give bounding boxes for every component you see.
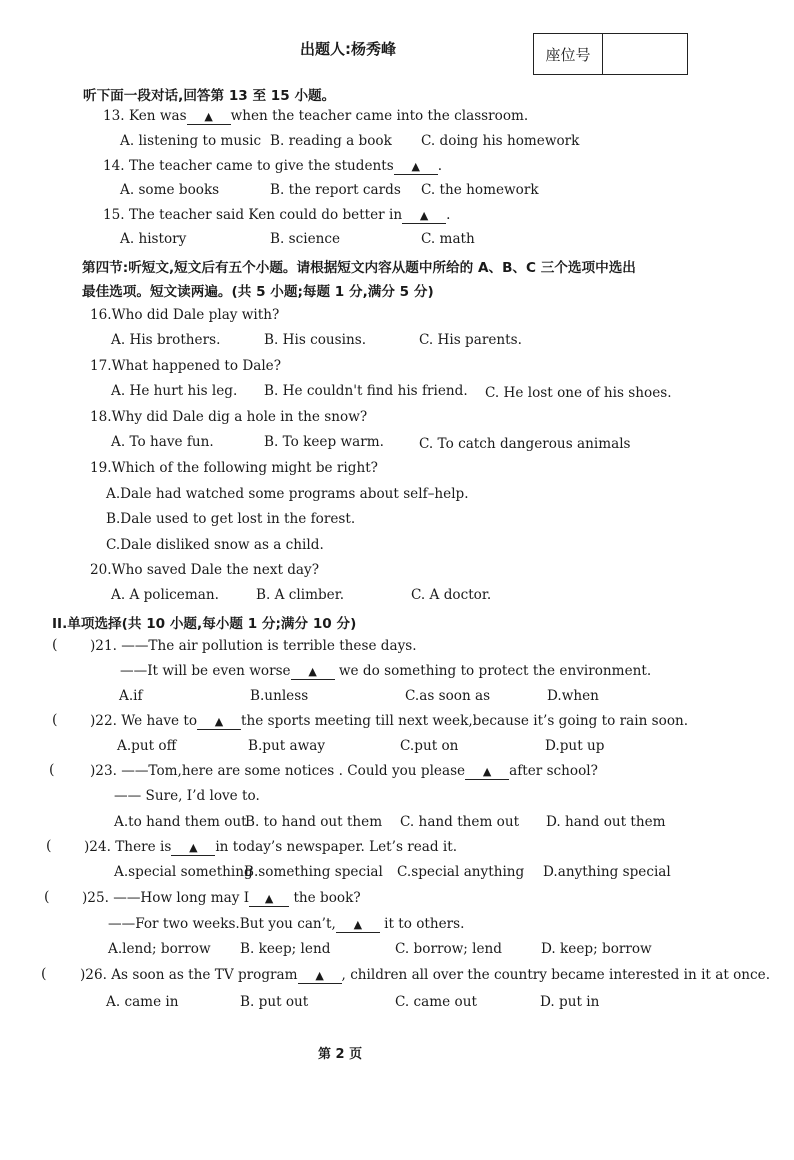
section4-instruction-line2: 最佳选项。短文读两遍。(共 5 小题;每题 1 分,满分 5 分) — [82, 284, 434, 300]
option-24-b: B.something special — [244, 864, 383, 880]
option-18-a: A. To have fun. — [111, 434, 214, 450]
question-14 — [103, 158, 442, 175]
option-26-c: C. came out — [395, 994, 477, 1010]
triangle-icon: ▲ — [308, 665, 317, 678]
answer-paren-23[interactable]: ( — [49, 762, 55, 778]
option-14-c: C. the homework — [421, 182, 539, 198]
question-13-pre: 13. Ken was — [103, 108, 187, 124]
question-16: 16.Who did Dale play with? — [90, 307, 280, 323]
option-19-c: C.Dale disliked snow as a child. — [106, 537, 324, 553]
answer-blank — [298, 968, 342, 984]
option-13-c: C. doing his homework — [421, 133, 580, 149]
answer-blank — [336, 917, 380, 933]
answer-paren-21[interactable]: ( — [52, 637, 58, 653]
question-21: )21. ——The air pollution is terrible these days. — [90, 638, 417, 654]
option-18-b: B. To keep warm. — [264, 434, 384, 450]
question-13 — [103, 108, 528, 125]
seat-number-field[interactable] — [604, 34, 687, 74]
option-17-a: A. He hurt his leg. — [111, 383, 238, 399]
question-25-pre: )25. ——How long may I — [82, 890, 250, 906]
option-24-c: C.special anything — [397, 864, 525, 880]
question-18: 18.Why did Dale dig a hole in the snow? — [90, 409, 368, 425]
option-25-a: A.lend; borrow — [108, 941, 211, 957]
section4-instruction-line1: 第四节:听短文,短文后有五个小题。请根据短文内容从题中所给的 A、B、C 三个选项中选出 — [82, 260, 636, 276]
answer-paren-25[interactable]: ( — [44, 889, 50, 905]
option-23-c: C. hand them out — [400, 814, 520, 830]
option-25-c: C. borrow; lend — [395, 941, 503, 957]
triangle-icon: ▲ — [411, 160, 420, 173]
question-15-post: . — [446, 207, 451, 223]
question-25-line2-pre: ——For two weeks.But you can’t, — [108, 916, 336, 932]
question-19: 19.Which of the following might be right? — [90, 460, 378, 476]
option-26-d: D. put in — [540, 994, 600, 1010]
option-26-a: A. came in — [106, 994, 179, 1010]
answer-blank — [187, 109, 231, 125]
option-21-b: B.unless — [250, 688, 309, 704]
triangle-icon: ▲ — [419, 209, 429, 222]
triangle-icon: ▲ — [214, 715, 224, 728]
option-16-c: C. His parents. — [419, 332, 522, 348]
option-22-c: C.put on — [400, 738, 459, 754]
answer-paren-22[interactable]: ( — [52, 712, 58, 728]
question-24-pre: )24. There is — [84, 839, 172, 855]
section3-instruction: 听下面一段对话,回答第 13 至 15 小题。 — [83, 88, 336, 104]
option-21-d: D.when — [547, 688, 599, 704]
answer-blank — [402, 208, 446, 224]
option-20-c: C. A doctor. — [411, 587, 492, 603]
question-26-pre: )26. As soon as the TV program — [80, 967, 298, 983]
option-20-a: A. A policeman. — [111, 587, 219, 603]
answer-blank — [171, 840, 215, 856]
option-17-c: C. He lost one of his shoes. — [485, 385, 672, 401]
seat-number-box — [533, 33, 688, 75]
option-25-b: B. keep; lend — [240, 941, 331, 957]
answer-blank — [465, 764, 509, 780]
option-22-d: D.put up — [545, 738, 605, 754]
question-26-post: , children all over the country became interested in it at once. — [341, 967, 771, 983]
question-23-line2: —— Sure, I’d love to. — [114, 788, 260, 804]
question-20: 20.Who saved Dale the next day? — [90, 562, 320, 578]
question-23 — [90, 763, 598, 780]
option-19-a: A.Dale had watched some programs about self–help. — [106, 486, 469, 502]
option-22-b: B.put away — [248, 738, 326, 754]
question-25 — [82, 890, 361, 907]
question-22 — [90, 713, 688, 730]
triangle-icon: ▲ — [264, 892, 274, 905]
option-18-c: C. To catch dangerous animals — [419, 436, 631, 452]
option-23-a: A.to hand them out — [114, 814, 247, 830]
answer-blank — [291, 664, 335, 680]
answer-blank — [394, 159, 438, 175]
answer-blank — [249, 891, 289, 907]
question-15 — [103, 207, 450, 224]
question-23-post: after school? — [509, 763, 598, 779]
question-24 — [84, 839, 457, 856]
question-22-pre: )22. We have to — [90, 713, 198, 729]
option-26-b: B. put out — [240, 994, 309, 1010]
option-21-a: A.if — [119, 688, 143, 704]
question-21-line2-pre: ——It will be even worse — [120, 663, 291, 679]
question-14-pre: 14. The teacher came to give the students — [103, 158, 394, 174]
option-24-a: A.special something — [114, 864, 253, 880]
question-25-post: the book? — [293, 890, 361, 906]
section2-title: II.单项选择(共 10 小题,每小题 1 分;满分 10 分) — [52, 616, 357, 632]
question-21-line2-post: we do something to protect the environment. — [338, 663, 652, 679]
question-21-line2 — [120, 663, 651, 680]
answer-paren-24[interactable]: ( — [46, 838, 52, 854]
question-17: 17.What happened to Dale? — [90, 358, 282, 374]
answer-blank — [197, 714, 241, 730]
option-14-a: A. some books — [120, 182, 220, 198]
question-14-post: . — [437, 158, 443, 174]
question-22-post: the sports meeting till next week,because it’s going to rain soon. — [241, 713, 689, 729]
option-15-c: C. math — [421, 231, 475, 247]
option-15-b: B. science — [270, 231, 341, 247]
option-20-b: B. A climber. — [256, 587, 345, 603]
option-23-b: B. to hand out them — [245, 814, 383, 830]
question-13-post: when the teacher came into the classroom. — [230, 108, 529, 124]
option-16-b: B. His cousins. — [264, 332, 367, 348]
option-13-a: A. listening to music — [120, 133, 262, 149]
question-25-line2 — [108, 916, 464, 933]
triangle-icon: ▲ — [482, 765, 492, 778]
triangle-icon: ▲ — [353, 918, 363, 931]
option-23-d: D. hand out them — [546, 814, 666, 830]
question-23-pre: )23. ——Tom,here are some notices . Could you please — [90, 763, 466, 779]
option-25-d: D. keep; borrow — [541, 941, 652, 957]
option-16-a: A. His brothers. — [111, 332, 221, 348]
triangle-icon: ▲ — [315, 969, 324, 982]
question-15-pre: 15. The teacher said Ken could do better in — [103, 207, 403, 223]
triangle-icon: ▲ — [204, 110, 213, 123]
option-19-b: B.Dale used to get lost in the forest. — [106, 511, 356, 527]
answer-paren-26[interactable]: ( — [41, 966, 47, 982]
question-26 — [80, 967, 770, 984]
option-14-b: B. the report cards — [270, 182, 401, 198]
question-24-post: in today’s newspaper. Let’s read it. — [215, 839, 458, 855]
triangle-icon: ▲ — [189, 841, 198, 854]
seat-number-label: 座位号 — [534, 34, 603, 74]
author-line: 出题人:杨秀峰 — [300, 40, 396, 58]
option-22-a: A.put off — [117, 738, 177, 754]
question-25-line2-post: it to others. — [384, 916, 465, 932]
option-24-d: D.anything special — [543, 864, 671, 880]
option-21-c: C.as soon as — [405, 688, 491, 704]
option-17-b: B. He couldn't find his friend. — [264, 383, 468, 399]
page-number: 第 2 页 — [318, 1047, 363, 1062]
option-15-a: A. history — [120, 231, 187, 247]
option-13-b: B. reading a book — [270, 133, 392, 149]
